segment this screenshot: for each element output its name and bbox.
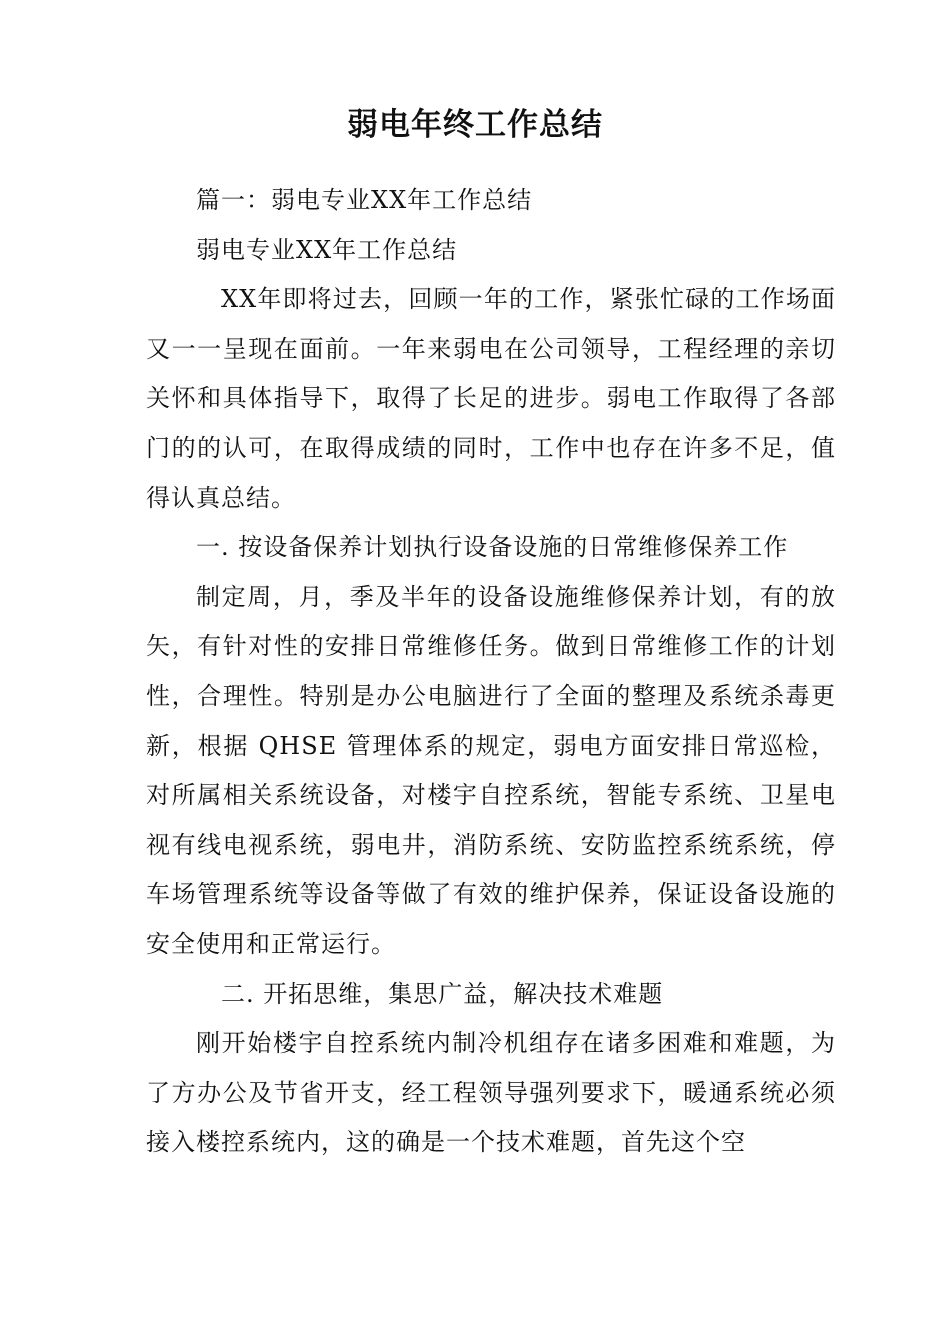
paragraph: 刚开始楼宇自控系统内制冷机组存在诸多困难和难题，为了方办公及节省开支，经工程领导强列要求下，暖通系统必须接入楼控系统内，这的确是一个技术难题，首先这个空: [146, 1029, 836, 1157]
section-heading: 一. 按设备保养计划执行设备设施的日常维修保养工作: [196, 533, 789, 562]
section-heading: 二. 开拓思维，集思广益，解决技术难题: [221, 979, 664, 1008]
section-heading: 篇一：弱电专业XX年工作总结: [196, 186, 533, 214]
paragraph: XX年即将过去，回顾一年的工作，紧张忙碌的工作场面又一一呈现在面前。一年来弱电在公司领导，工程经理的亲切关怀和具体指导下，取得了长足的进步。弱电工作取得了各部门的的认可，在取得成绩的同时，工作中也存在许多不足，值得认真总结。: [146, 285, 836, 512]
document-body: [146, 176, 836, 1168]
subtitle: 弱电专业XX年工作总结: [196, 235, 458, 264]
document-title: 弱电年终工作总结: [347, 107, 603, 143]
paragraph: 制定周，月，季及半年的设备设施维修保养计划，有的放矢，有针对性的安排日常维修任务。做到日常维修工作的计划性，合理性。特别是办公电脑进行了全面的整理及系统杀毒更新，根据 QHSE 管理体系的规定，弱电方面安排日常巡检，对所属相关系统设备，对楼宇自控系统，智能专系统、卫星电视有线电视系统，弱电井，消防系统、安防监控系统系统，停车场管理系统等设备等做了有效的维护保养，保证设备设施的安全使用和正常运行。: [146, 582, 836, 958]
